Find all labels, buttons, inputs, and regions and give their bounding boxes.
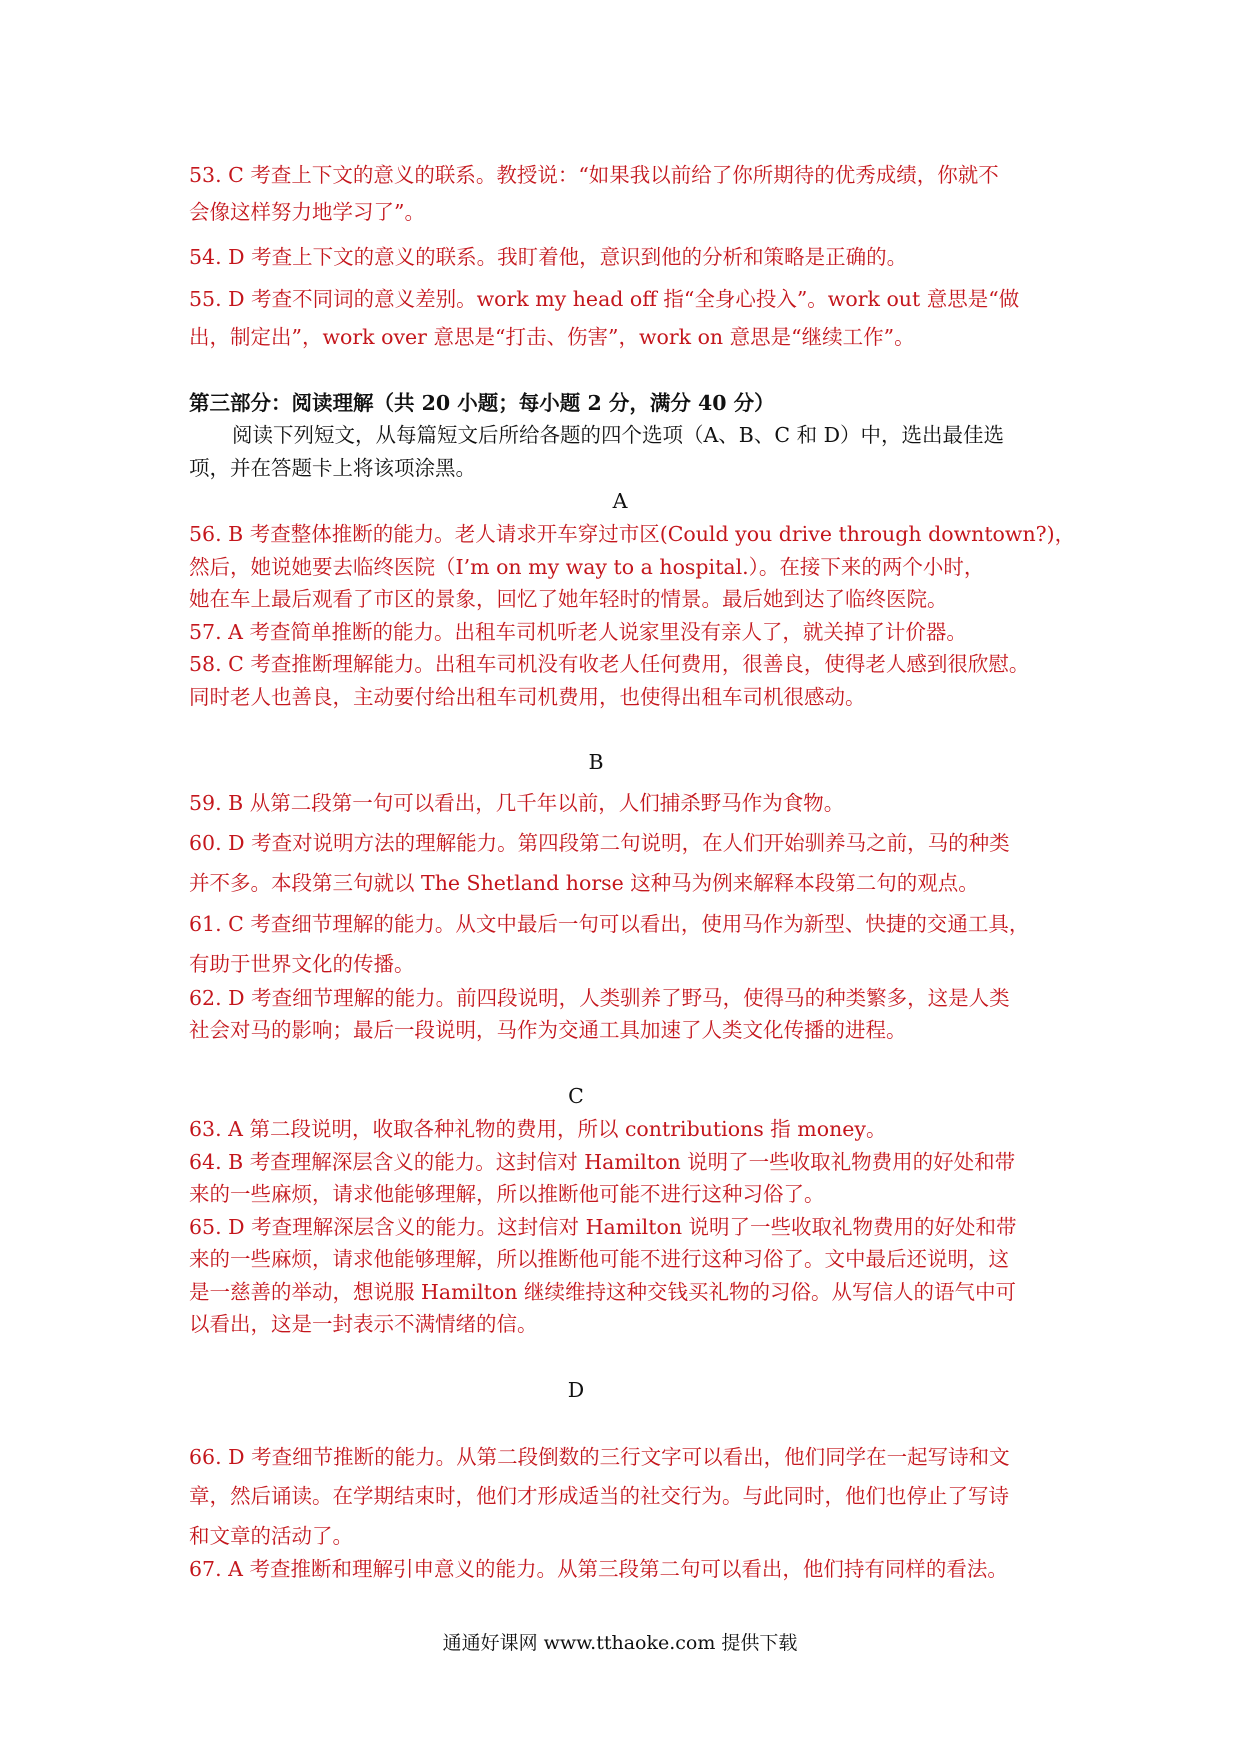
answer-55-line-2: 出，制定出”，work over 意思是“打击、伤害”，work on 意思是“继续工作”。 [189,325,915,349]
answer-63: 63. A 第二段说明，收取各种礼物的费用，所以 contributions 指 money。 [189,1117,887,1141]
answer-57: 57. A 考查简单推断的能力。出租车司机听老人说家里没有亲人了，就关掉了计价器。 [189,620,967,644]
answer-64-line-2: 来的一些麻烦，请求他能够理解，所以推断他可能不进行这种习俗了。 [189,1182,825,1206]
passage-b-label: B [588,750,604,774]
passage-a-label: A [612,489,628,513]
answer-56-line-2: 然后，她说她要去临终医院（I’m on my way to a hospital.）。在接下来的两个小时， [189,555,985,579]
page-footer: 通通好课网 www.tthaoke.com 提供下载 [442,1632,798,1654]
answer-58-line-1: 58. C 考查推断理解能力。出租车司机没有收老人任何费用，很善良，使得老人感到很欣慰。 [189,652,1030,676]
passage-d-label: D [567,1378,585,1402]
section-3-heading: 第三部分：阅读理解（共 20 小题；每小题 2 分，满分 40 分） [189,391,775,415]
answer-56-line-1: 56. B 考查整体推断的能力。老人请求开车穿过市区(Could you drive through downtown?)， [189,522,1076,546]
answer-54: 54. D 考查上下文的意义的联系。我盯着他，意识到他的分析和策略是正确的。 [189,245,908,269]
answer-61-line-1: 61. C 考查细节理解的能力。从文中最后一句可以看出，使用马作为新型、快捷的交通工具， [189,912,1030,936]
answer-60-line-1: 60. D 考查对说明方法的理解能力。第四段第二句说明，在人们开始驯养马之前，马的种类 [189,831,1010,855]
answer-59: 59. B 从第二段第一句可以看出，几千年以前，人们捕杀野马作为食物。 [189,791,845,815]
answer-62-line-1: 62. D 考查细节理解的能力。前四段说明，人类驯养了野马，使得马的种类繁多，这是人类 [189,986,1010,1010]
answer-53-line-2: 会像这样努力地学习了”。 [189,200,425,224]
answer-66-line-1: 66. D 考查细节推断的能力。从第二段倒数的三行文字可以看出，他们同学在一起写诗和文 [189,1445,1010,1469]
answer-62-line-2: 社会对马的影响；最后一段说明，马作为交通工具加速了人类文化传播的进程。 [189,1018,907,1042]
answer-55-line-1: 55. D 考查不同词的意义差别。work my head off 指“全身心投入”。work out 意思是“做 [189,287,1020,311]
answer-65-line-4: 以看出，这是一封表示不满情绪的信。 [189,1312,538,1336]
answer-65-line-2: 来的一些麻烦，请求他能够理解，所以推断他可能不进行这种习俗了。文中最后还说明，这 [189,1247,1009,1271]
answer-66-line-3: 和文章的活动了。 [189,1524,353,1548]
section-3-instruction-line-2: 项，并在答题卡上将该项涂黑。 [189,456,476,480]
answer-58-line-2: 同时老人也善良，主动要付给出租车司机费用，也使得出租车司机很感动。 [189,685,866,709]
answer-53-line-1: 53. C 考查上下文的意义的联系。教授说：“如果我以前给了你所期待的优秀成绩，你就不 [189,163,999,187]
answer-67: 67. A 考查推断和理解引申意义的能力。从第三段第二句可以看出，他们持有同样的看法。 [189,1557,1008,1581]
passage-c-label: C [568,1084,584,1108]
answer-60-line-2: 并不多。本段第三句就以 The Shetland horse 这种马为例来解释本段第二句的观点。 [189,871,979,895]
answer-65-line-1: 65. D 考查理解深层含义的能力。这封信对 Hamilton 说明了一些收取礼物费用的好处和带 [189,1215,1017,1239]
answer-65-line-3: 是一慈善的举动，想说服 Hamilton 继续维持这种交钱买礼物的习俗。从写信人的语气中可 [189,1280,1016,1304]
answer-61-line-2: 有助于世界文化的传播。 [189,952,415,976]
answer-56-line-3: 她在车上最后观看了市区的景象，回忆了她年轻时的情景。最后她到达了临终医院。 [189,587,948,611]
answer-66-line-2: 章，然后诵读。在学期结束时，他们才形成适当的社交行为。与此同时，他们也停止了写诗 [189,1484,1009,1508]
answer-64-line-1: 64. B 考查理解深层含义的能力。这封信对 Hamilton 说明了一些收取礼物费用的好处和带 [189,1150,1016,1174]
section-3-instruction-line-1: 阅读下列短文，从每篇短文后所给各题的四个选项（A、B、C 和 D）中，选出最佳选 [232,423,1005,447]
